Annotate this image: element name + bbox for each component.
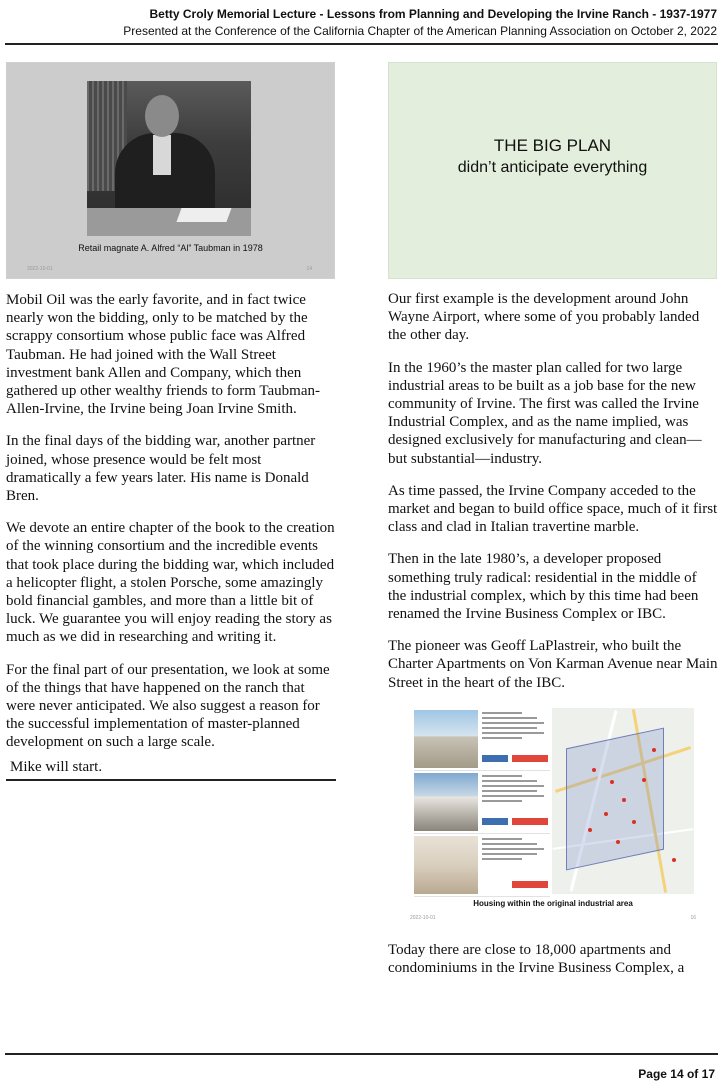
listing-item [414, 708, 550, 771]
page-header [6, 6, 717, 40]
slide-date: 2022-10-01 [410, 914, 436, 921]
big-plan-title-line1: THE BIG PLAN [493, 136, 612, 155]
apartment-photo [414, 773, 478, 831]
footer-rule [5, 1053, 718, 1055]
header-rule [5, 43, 718, 45]
header-title: Betty Croly Memorial Lecture - Lessons from Planning and Developing the Irvine Ranch - 1937-1977 [149, 7, 717, 21]
slide-number: 16 [690, 914, 696, 921]
big-plan-title-line2: didn’t anticipate everything [457, 159, 648, 176]
housing-caption: Housing within the original industrial area [473, 898, 633, 908]
apartment-photo [414, 836, 478, 894]
page-number: Page 14 of 17 [638, 1067, 715, 1081]
ibc-map [552, 708, 694, 894]
paragraph: We devote an entire chapter of the book to the creation of the winning consortium and the incredible events that took place during the bidding war, which included a helicopter flight, a stolen Porsche, some amazingly bold financial gambles, and more than a little bit of luck. We guarantee you will enjoy reading the story as much as we did in researching and writing it. [6, 520, 335, 646]
taubman-slide [6, 62, 335, 279]
left-column [6, 62, 336, 795]
housing-slide [388, 706, 718, 921]
header-subtitle: Presented at the Conference of the California Chapter of the American Planning Association on October 2, 2022 [123, 24, 717, 38]
paragraph: Then in the late 1980’s, a developer proposed something truly radical: residential in the middle of the industrial complex, which by this time had been renamed the Irvine Business Complex or IBC. [388, 551, 699, 623]
apartment-listings [414, 708, 550, 894]
listing-item [414, 834, 550, 897]
right-text-continued [388, 941, 718, 977]
right-text [388, 290, 718, 692]
slide-number: 14 [306, 266, 312, 272]
paragraph: Mobil Oil was the early favorite, and in fact twice nearly won the bidding, only to be matched by the scrappy consortium whose public face was Alfred Taubman. He had joined with the Wall Street investment bank Allen and Company, which then gathered up other wealthy friends to form Taubman-Allen-Irvine, the Irvine being Joan Irvine Smith. [6, 292, 320, 418]
big-plan-title [389, 135, 716, 178]
paragraph: Our first example is the development around John Wayne Airport, where some of you probably landed the other day. [388, 291, 700, 344]
taubman-caption: Retail magnate A. Alfred “Al” Taubman in 1978 [78, 243, 263, 253]
paragraph: Today there are close to 18,000 apartments and condominiums in the Irvine Business Complex, a [388, 941, 685, 977]
left-text [6, 291, 336, 781]
big-plan-slide [388, 62, 717, 279]
ibc-boundary [566, 727, 664, 870]
right-column [388, 62, 718, 991]
paragraph: In the final days of the bidding war, another partner joined, whose presence would be felt most dramatically a few years later. His name is Donald Bren. [6, 433, 316, 505]
paragraph: As time passed, the Irvine Company acceded to the market and began to build office space, much of it first class and clad in Italian travertine marble. [388, 482, 718, 536]
paragraph: The pioneer was Geoff LaPlastreir, who built the Charter Apartments on Von Karman Avenue near Main Street in the heart of the IBC. [388, 638, 718, 691]
paragraph: In the 1960’s the master plan called for two large industrial areas to be built as a job base for the new community of Irvine. The first was called the Irvine Industrial Complex, and as the name implied, was designed exclusively for manufacturing and clean—but substantial—industry. [388, 359, 702, 467]
taubman-photo [87, 81, 251, 236]
slide-date: 2022-10-01 [27, 266, 53, 272]
listing-item [414, 771, 550, 834]
closing-line: Mike will start. [6, 758, 336, 781]
apartment-photo [414, 710, 478, 768]
paragraph: For the final part of our presentation, we look at some of the things that have happened on the ranch that were never anticipated. We also suggest a reason for the successful implementation of master-planned development on such a large scale. [6, 661, 330, 751]
